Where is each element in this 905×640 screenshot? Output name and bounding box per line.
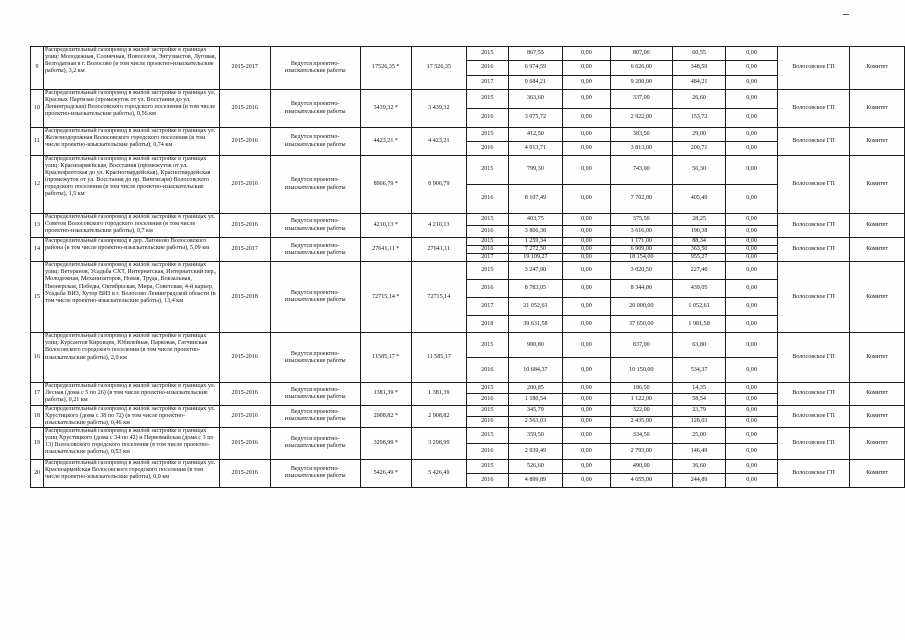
object-description-cell: Распределительный газопровод в жилой застройке в границах улиц: Ветеранов, Усадьба СХТ, Интернатская, Интернатский пер., Молодежная, Механизаторов, Новая, Труда, Вокзальная, Пионерская, Победы, Октябрьская, Мира, Советская, 4-й карьер, Усадьба ВИЗ, Хутор ВИЗ в г. Волосово Ленинградской области (в том числе проектно-изыскательские работы), 13,4 км (44, 262, 220, 333)
period-cell: 2015-2017 (219, 238, 270, 262)
year-cell: 2016 (466, 226, 508, 238)
financing-total-cell: 799,30 (508, 156, 562, 185)
responsible-cell: Комитет (850, 459, 905, 487)
year-cell: 2016 (466, 142, 508, 156)
year-cell: 2016 (466, 109, 508, 128)
federal-budget-cell: 0,00 (562, 246, 610, 254)
period-cell: 2015-2016 (219, 383, 270, 405)
federal-budget-cell: 0,00 (562, 109, 610, 128)
status-cell: Ведутся проектно-изыскательские работы (270, 47, 360, 90)
other-sources-cell: 0,00 (726, 416, 777, 427)
row-number-cell: 19 (31, 427, 44, 459)
regional-budget-cell: 375,50 (610, 214, 672, 226)
status-cell: Ведутся проектно-изыскательские работы (270, 459, 360, 487)
other-sources-cell: 0,00 (726, 185, 777, 214)
federal-budget-cell: 0,00 (562, 185, 610, 214)
financing-total-cell: 412,50 (508, 128, 562, 142)
regional-budget-cell: 7 702,00 (610, 185, 672, 214)
local-budget-cell: 29,00 (672, 128, 726, 142)
regional-budget-cell: 3 020,50 (610, 262, 672, 280)
other-sources-cell: 0,00 (726, 128, 777, 142)
period-cell: 2015-2018 (219, 262, 270, 333)
other-sources-cell: 0,00 (726, 142, 777, 156)
federal-budget-cell: 0,00 (562, 473, 610, 487)
regional-budget-cell: 6 626,00 (610, 61, 672, 76)
settlement-cell: Волосовское ГП (777, 128, 850, 156)
object-description-cell: Распределительный газопровод в жилой застройке в границах ул. Красноармейская Волосовского городского поселения (в том числе проектно-изыскательские работы), 0,9 км (44, 459, 220, 487)
estimated-cost-cell: 72715,14 * (360, 262, 411, 333)
year-cell: 2015 (466, 405, 508, 416)
financing-total-cell: 8 107,49 (508, 185, 562, 214)
estimated-cost-cell: 8906,79 * (360, 156, 411, 214)
federal-budget-cell: 0,00 (562, 280, 610, 298)
estimated-cost-cell: 17526,35 * (360, 47, 411, 90)
other-sources-cell: 0,00 (726, 76, 777, 90)
settlement-cell: Волосовское ГП (777, 238, 850, 262)
regional-budget-cell: 837,00 (610, 333, 672, 358)
gas-pipeline-program-table (30, 46, 905, 488)
status-cell: Ведутся проектно-изыскательские работы (270, 405, 360, 427)
year-cell: 2015 (466, 238, 508, 246)
federal-budget-cell: 0,00 (562, 298, 610, 316)
local-budget-cell: 244,89 (672, 473, 726, 487)
estimated-cost-cell: 3439,32 * (360, 90, 411, 128)
responsible-cell: Комитет (850, 262, 905, 333)
local-budget-cell: 58,54 (672, 394, 726, 405)
federal-budget-cell: 0,00 (562, 47, 610, 61)
period-cell: 2015-2016 (219, 333, 270, 383)
regional-budget-cell: 807,00 (610, 47, 672, 61)
other-sources-cell: 0,00 (726, 298, 777, 316)
federal-budget-cell: 0,00 (562, 61, 610, 76)
financing-total-cell: 900,80 (508, 333, 562, 358)
table-row (31, 383, 905, 394)
federal-budget-cell: 0,00 (562, 416, 610, 427)
settlement-cell: Волосовское ГП (777, 383, 850, 405)
object-description-cell: Распределительный газопровод в жилой застройке в границах ул. Хрустицкого (дома с 38 по 72) (в том числе проектно-изыскательские работы), 0,46 км (44, 405, 220, 427)
local-budget-cell: 1 981,58 (672, 316, 726, 333)
year-cell: 2015 (466, 90, 508, 109)
financing-total-cell: 867,55 (508, 47, 562, 61)
year-cell: 2016 (466, 473, 508, 487)
other-sources-cell: 0,00 (726, 473, 777, 487)
local-budget-cell: 227,40 (672, 262, 726, 280)
row-number-cell: 14 (31, 238, 44, 262)
total-cost-cell: 2 908,82 (411, 405, 466, 427)
year-cell: 2018 (466, 316, 508, 333)
settlement-cell: Волосовское ГП (777, 262, 850, 333)
other-sources-cell: 0,00 (726, 262, 777, 280)
object-description-cell: Распределительный газопровод в жилой застройке в границах ул. Лесная (дома с 5 по 26) (в том числе проектно-изыскательские работы), 0,21 км (44, 383, 220, 405)
other-sources-cell: 0,00 (726, 47, 777, 61)
period-cell: 2015-2016 (219, 405, 270, 427)
other-sources-cell: 0,00 (726, 90, 777, 109)
financing-total-cell: 3 075,72 (508, 109, 562, 128)
year-cell: 2016 (466, 61, 508, 76)
responsible-cell: Комитет (850, 214, 905, 238)
year-cell: 2015 (466, 459, 508, 473)
financing-total-cell: 19 109,27 (508, 254, 562, 262)
responsible-cell: Комитет (850, 156, 905, 214)
object-description-cell: Распределительный газопровод в жилой застройке в границах улиц Хрустицкого (дома с 34 по 42) и Первомайская (дома с 3 по 13) Волосовского городского поселения (в том числе проектно-изыскательские работы), 0,53 км (44, 427, 220, 459)
estimated-cost-cell: 2908,82 * (360, 405, 411, 427)
local-budget-cell: 1 052,61 (672, 298, 726, 316)
total-cost-cell: 72715,14 (411, 262, 466, 333)
federal-budget-cell: 0,00 (562, 226, 610, 238)
status-cell: Ведутся проектно-изыскательские работы (270, 128, 360, 156)
regional-budget-cell: 37 650,00 (610, 316, 672, 333)
period-cell: 2015-2016 (219, 90, 270, 128)
federal-budget-cell: 0,00 (562, 459, 610, 473)
regional-budget-cell: 2 922,00 (610, 109, 672, 128)
federal-budget-cell: 0,00 (562, 443, 610, 459)
regional-budget-cell: 1 122,00 (610, 394, 672, 405)
settlement-cell: Волосовское ГП (777, 333, 850, 383)
total-cost-cell: 1 381,39 (411, 383, 466, 405)
federal-budget-cell: 0,00 (562, 427, 610, 443)
other-sources-cell: 0,00 (726, 280, 777, 298)
other-sources-cell: 0,00 (726, 226, 777, 238)
status-cell: Ведутся проектно-изыскательские работы (270, 214, 360, 238)
financing-total-cell: 363,60 (508, 90, 562, 109)
local-budget-cell: 14,35 (672, 383, 726, 394)
year-cell: 2016 (466, 358, 508, 383)
responsible-cell: Комитет (850, 47, 905, 90)
object-description-cell: Распределительный газопровод в жилой застройке в границах улиц: Курсантов Кировцев, Юбилейная, Парковая, Гатчинская Волосовского городского поселения (в том числе проектно-изыскательские работы), 2,0 км (44, 333, 220, 383)
row-number-cell: 18 (31, 405, 44, 427)
year-cell: 2016 (466, 280, 508, 298)
responsible-cell: Комитет (850, 427, 905, 459)
year-cell: 2015 (466, 156, 508, 185)
federal-budget-cell: 0,00 (562, 214, 610, 226)
local-budget-cell: 439,05 (672, 280, 726, 298)
other-sources-cell: 0,00 (726, 443, 777, 459)
federal-budget-cell: 0,00 (562, 142, 610, 156)
status-cell: Ведутся проектно-изыскательские работы (270, 427, 360, 459)
table-row (31, 156, 905, 185)
responsible-cell: Комитет (850, 383, 905, 405)
financing-total-cell: 9 684,21 (508, 76, 562, 90)
status-cell: Ведутся проектно-изыскательские работы (270, 90, 360, 128)
local-budget-cell: 955,27 (672, 254, 726, 262)
financing-total-cell: 2 939,49 (508, 443, 562, 459)
period-cell: 2015-2016 (219, 128, 270, 156)
year-cell: 2015 (466, 333, 508, 358)
other-sources-cell: 0,00 (726, 214, 777, 226)
year-cell: 2015 (466, 128, 508, 142)
financing-total-cell: 10 684,37 (508, 358, 562, 383)
period-cell: 2015-2016 (219, 427, 270, 459)
financing-total-cell: 4 899,89 (508, 473, 562, 487)
regional-budget-cell: 186,50 (610, 383, 672, 394)
financing-total-cell: 1 180,54 (508, 394, 562, 405)
financing-total-cell: 21 052,61 (508, 298, 562, 316)
object-description-cell: Распределительный газопровод в жилой застройке в границах ул. Железнодорожная Волосовского городского поселения (в том числе проектно-изыскательские работы), 0,74 км (44, 128, 220, 156)
total-cost-cell: 3 439,32 (411, 90, 466, 128)
period-cell: 2015-2017 (219, 47, 270, 90)
table-row (31, 238, 905, 246)
financing-total-cell: 8 783,05 (508, 280, 562, 298)
year-cell: 2015 (466, 262, 508, 280)
regional-budget-cell: 6 909,00 (610, 246, 672, 254)
local-budget-cell: 25,00 (672, 427, 726, 443)
local-budget-cell: 28,25 (672, 214, 726, 226)
local-budget-cell: 146,49 (672, 443, 726, 459)
estimated-cost-cell: 4210,13 * (360, 214, 411, 238)
regional-budget-cell: 743,00 (610, 156, 672, 185)
period-cell: 2015-2016 (219, 214, 270, 238)
regional-budget-cell: 4 655,00 (610, 473, 672, 487)
local-budget-cell: 36,60 (672, 459, 726, 473)
table-row (31, 90, 905, 109)
other-sources-cell: 0,00 (726, 383, 777, 394)
federal-budget-cell: 0,00 (562, 238, 610, 246)
table-row (31, 427, 905, 443)
regional-budget-cell: 18 154,00 (610, 254, 672, 262)
estimated-cost-cell: 3298,99 * (360, 427, 411, 459)
federal-budget-cell: 0,00 (562, 128, 610, 142)
federal-budget-cell: 0,00 (562, 405, 610, 416)
other-sources-cell: 0,00 (726, 394, 777, 405)
year-cell: 2016 (466, 394, 508, 405)
total-cost-cell: 4 210,13 (411, 214, 466, 238)
object-description-cell: Распределительный газопровод в дер. Лагоново Волосовского района (в том числе проектно-изыскательские работы), 5,09 км (44, 238, 220, 262)
row-number-cell: 13 (31, 214, 44, 238)
local-budget-cell: 348,59 (672, 61, 726, 76)
regional-budget-cell: 322,00 (610, 405, 672, 416)
total-cost-cell: 27641,11 (411, 238, 466, 262)
regional-budget-cell: 9 200,00 (610, 76, 672, 90)
financing-total-cell: 3 806,38 (508, 226, 562, 238)
year-cell: 2017 (466, 254, 508, 262)
local-budget-cell: 63,80 (672, 333, 726, 358)
table-row (31, 333, 905, 358)
other-sources-cell: 0,00 (726, 254, 777, 262)
regional-budget-cell: 3 616,00 (610, 226, 672, 238)
regional-budget-cell: 1 171,00 (610, 238, 672, 246)
settlement-cell: Волосовское ГП (777, 405, 850, 427)
settlement-cell: Волосовское ГП (777, 459, 850, 487)
local-budget-cell: 363,50 (672, 246, 726, 254)
local-budget-cell: 23,79 (672, 405, 726, 416)
table-row (31, 47, 905, 61)
other-sources-cell: 0,00 (726, 109, 777, 128)
local-budget-cell: 26,60 (672, 90, 726, 109)
corner-mark (843, 14, 849, 15)
period-cell: 2015-2016 (219, 156, 270, 214)
other-sources-cell: 0,00 (726, 405, 777, 416)
federal-budget-cell: 0,00 (562, 254, 610, 262)
financing-total-cell: 4 013,71 (508, 142, 562, 156)
settlement-cell: Волосовское ГП (777, 47, 850, 90)
local-budget-cell: 60,55 (672, 47, 726, 61)
other-sources-cell: 0,00 (726, 156, 777, 185)
object-description-cell: Распределительный газопровод в жилой застройке в границах ул. Советов Волосовского городского поселения (в том числе проектно-изыскательские работы), 0,7 км (44, 214, 220, 238)
financing-total-cell: 345,79 (508, 405, 562, 416)
table-row (31, 405, 905, 416)
settlement-cell: Волосовское ГП (777, 90, 850, 128)
local-budget-cell: 405,49 (672, 185, 726, 214)
local-budget-cell: 128,03 (672, 416, 726, 427)
regional-budget-cell: 490,00 (610, 459, 672, 473)
row-number-cell: 15 (31, 262, 44, 333)
year-cell: 2017 (466, 298, 508, 316)
year-cell: 2015 (466, 214, 508, 226)
row-number-cell: 10 (31, 90, 44, 128)
regional-budget-cell: 8 344,00 (610, 280, 672, 298)
federal-budget-cell: 0,00 (562, 383, 610, 394)
regional-budget-cell: 383,50 (610, 128, 672, 142)
federal-budget-cell: 0,00 (562, 394, 610, 405)
year-cell: 2015 (466, 383, 508, 394)
table-row (31, 459, 905, 473)
federal-budget-cell: 0,00 (562, 333, 610, 358)
responsible-cell: Комитет (850, 333, 905, 383)
object-description-cell: Распределительный газопровод в жилой застройке в границах улиц: Молодежная, Солнечная, Новоселов, Энтузиастов, Луговая, Безгодатная в г. Волосово (в том числе проектно-изыскательские работы), 3,2 км (44, 47, 220, 90)
year-cell: 2016 (466, 246, 508, 254)
regional-budget-cell: 10 150,00 (610, 358, 672, 383)
responsible-cell: Комитет (850, 238, 905, 262)
other-sources-cell: 0,00 (726, 459, 777, 473)
other-sources-cell: 0,00 (726, 333, 777, 358)
other-sources-cell: 0,00 (726, 238, 777, 246)
object-description-cell: Распределительный газопровод в жилой застройке в границах улиц: Красноармейская, Восстания (промежуток от ул. Краснофлотская до ул. Красногвардейская), Красногвардейская (промежуток от ул. Восстания до пр. Вингисаря) Волосовского городского поселения (в том числе проектно-изыскательские работы), 1,5 км (44, 156, 220, 214)
total-cost-cell: 5 426,49 (411, 459, 466, 487)
local-budget-cell: 190,38 (672, 226, 726, 238)
status-cell: Ведутся проектно-изыскательские работы (270, 262, 360, 333)
financing-total-cell: 526,60 (508, 459, 562, 473)
status-cell: Ведутся проектно-изыскательские работы (270, 156, 360, 214)
other-sources-cell: 0,00 (726, 61, 777, 76)
federal-budget-cell: 0,00 (562, 90, 610, 109)
total-cost-cell: 8 906,79 (411, 156, 466, 214)
local-budget-cell: 88,34 (672, 238, 726, 246)
estimated-cost-cell: 5426,49 * (360, 459, 411, 487)
row-number-cell: 12 (31, 156, 44, 214)
financing-total-cell: 359,50 (508, 427, 562, 443)
settlement-cell: Волосовское ГП (777, 156, 850, 214)
settlement-cell: Волосовское ГП (777, 427, 850, 459)
year-cell: 2015 (466, 47, 508, 61)
year-cell: 2015 (466, 427, 508, 443)
local-budget-cell: 200,71 (672, 142, 726, 156)
other-sources-cell: 0,00 (726, 316, 777, 333)
row-number-cell: 9 (31, 47, 44, 90)
year-cell: 2016 (466, 416, 508, 427)
other-sources-cell: 0,00 (726, 427, 777, 443)
year-cell: 2016 (466, 443, 508, 459)
table-row (31, 128, 905, 142)
row-number-cell: 17 (31, 383, 44, 405)
regional-budget-cell: 3 813,00 (610, 142, 672, 156)
row-number-cell: 11 (31, 128, 44, 156)
federal-budget-cell: 0,00 (562, 358, 610, 383)
responsible-cell: Комитет (850, 90, 905, 128)
local-budget-cell: 56,30 (672, 156, 726, 185)
local-budget-cell: 484,21 (672, 76, 726, 90)
other-sources-cell: 0,00 (726, 246, 777, 254)
other-sources-cell: 0,00 (726, 358, 777, 383)
regional-budget-cell: 334,50 (610, 427, 672, 443)
federal-budget-cell: 0,00 (562, 76, 610, 90)
financing-total-cell: 2 563,03 (508, 416, 562, 427)
regional-budget-cell: 337,00 (610, 90, 672, 109)
object-description-cell: Распределительный газопровод в жилой застройке в границах ул. Красных Партизан (промежуток от ул. Восстания до ул. Ленинградская) Волосовского городского поселения (в том числе проектно-изыскательские работы), 0,56 км (44, 90, 220, 128)
table-body (31, 47, 905, 488)
regional-budget-cell: 20 000,00 (610, 298, 672, 316)
total-cost-cell: 17 526,35 (411, 47, 466, 90)
local-budget-cell: 534,37 (672, 358, 726, 383)
table-row (31, 262, 905, 280)
federal-budget-cell: 0,00 (562, 156, 610, 185)
federal-budget-cell: 0,00 (562, 316, 610, 333)
period-cell: 2015-2016 (219, 459, 270, 487)
local-budget-cell: 153,72 (672, 109, 726, 128)
settlement-cell: Волосовское ГП (777, 214, 850, 238)
table-row (31, 214, 905, 226)
row-number-cell: 16 (31, 333, 44, 383)
financing-total-cell: 3 247,90 (508, 262, 562, 280)
responsible-cell: Комитет (850, 128, 905, 156)
financing-total-cell: 1 259,34 (508, 238, 562, 246)
regional-budget-cell: 2 435,00 (610, 416, 672, 427)
year-cell: 2017 (466, 76, 508, 90)
estimated-cost-cell: 27641,11 * (360, 238, 411, 262)
year-cell: 2016 (466, 185, 508, 214)
estimated-cost-cell: 11585,17 * (360, 333, 411, 383)
total-cost-cell: 3 298,99 (411, 427, 466, 459)
regional-budget-cell: 2 793,00 (610, 443, 672, 459)
financing-total-cell: 39 631,58 (508, 316, 562, 333)
financing-total-cell: 6 974,59 (508, 61, 562, 76)
status-cell: Ведутся проектно-изыскательские работы (270, 333, 360, 383)
responsible-cell: Комитет (850, 405, 905, 427)
financing-total-cell: 7 272,50 (508, 246, 562, 254)
total-cost-cell: 11 585,17 (411, 333, 466, 383)
row-number-cell: 20 (31, 459, 44, 487)
estimated-cost-cell: 1381,39 * (360, 383, 411, 405)
federal-budget-cell: 0,00 (562, 262, 610, 280)
status-cell: Ведутся проектно-изыскательские работы (270, 383, 360, 405)
status-cell: Ведутся проектно-изыскательские работы (270, 238, 360, 262)
financing-total-cell: 403,75 (508, 214, 562, 226)
financing-total-cell: 200,85 (508, 383, 562, 394)
estimated-cost-cell: 4423,21 * (360, 128, 411, 156)
total-cost-cell: 4 423,21 (411, 128, 466, 156)
